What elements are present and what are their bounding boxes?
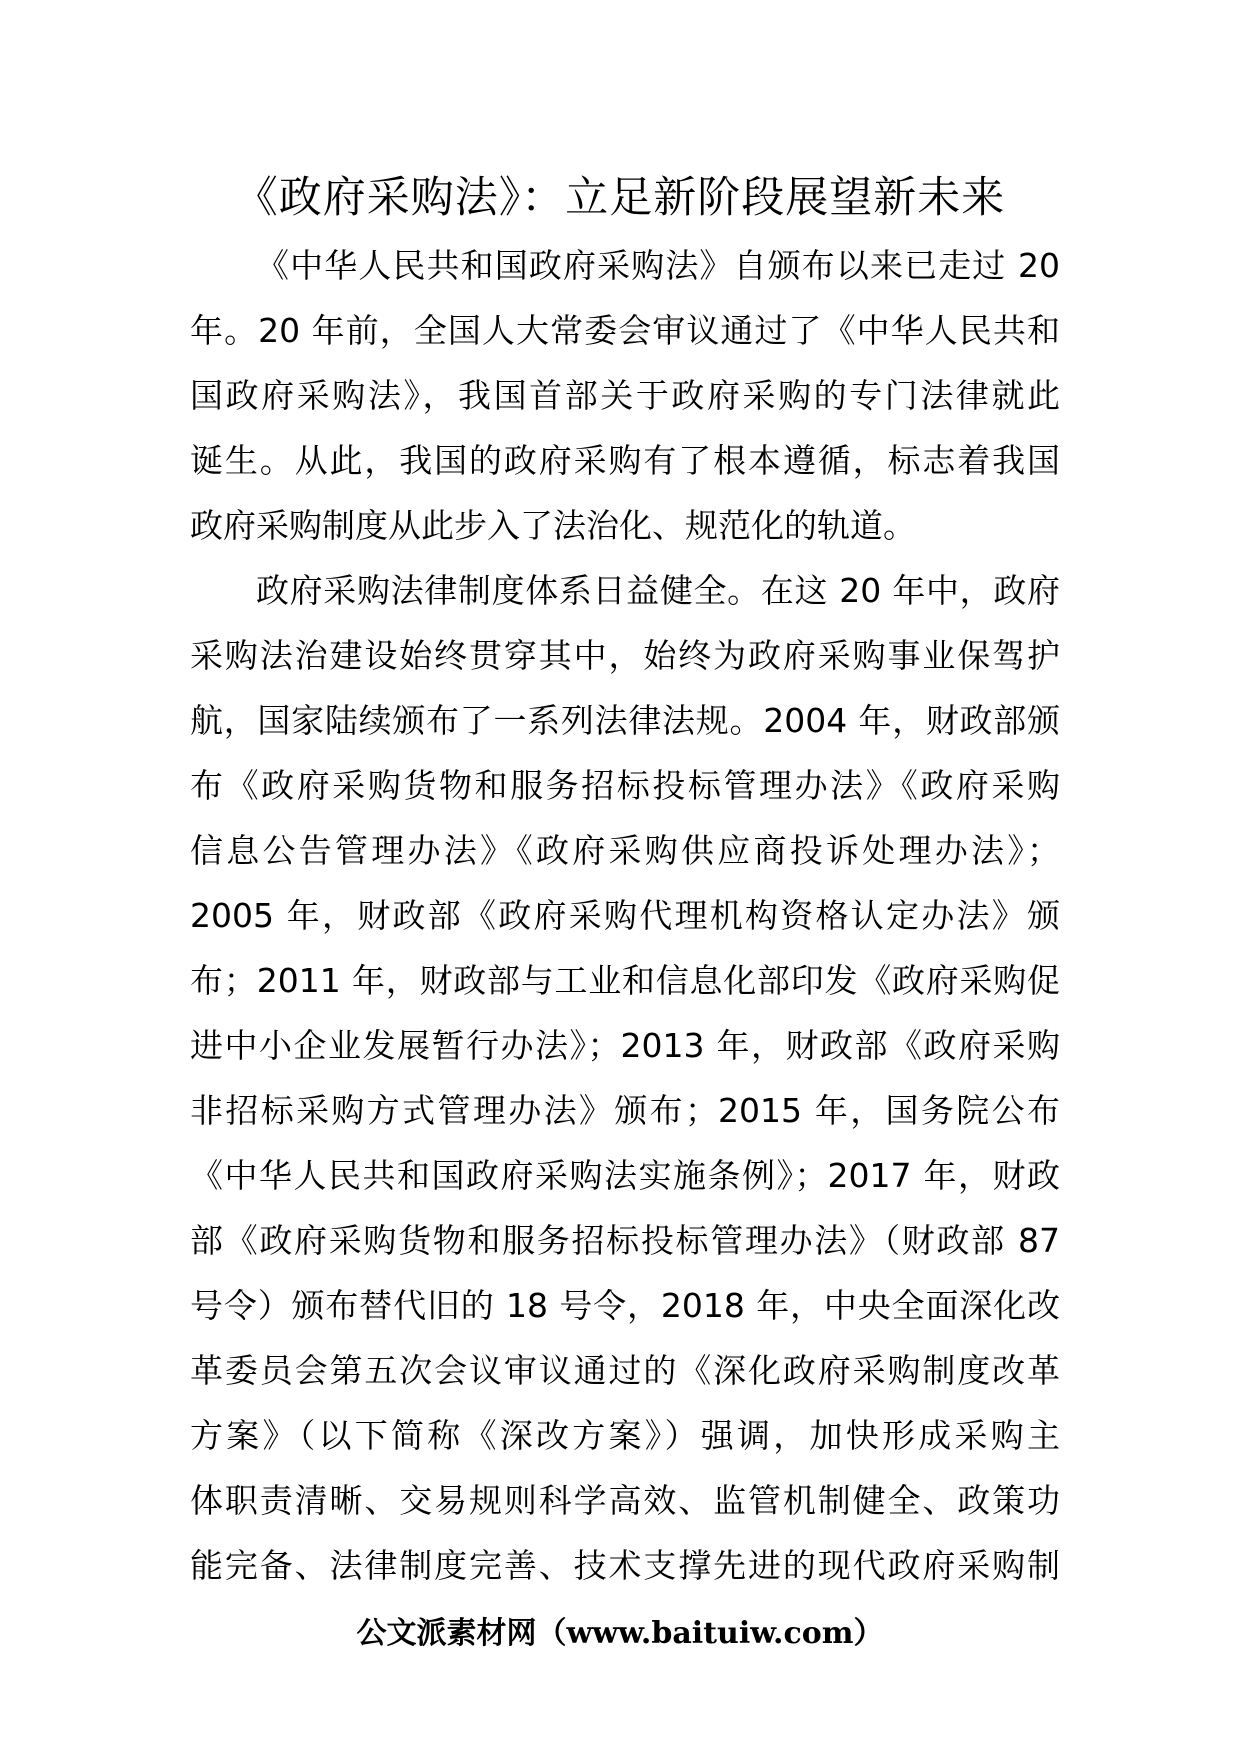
paragraph-line: 布；2011 年，财政部与工业和信息化部印发《政府采购促 [190, 961, 1060, 1000]
paragraph-line: 2005 年，财政部《政府采购代理机构资格认定办法》颁 [190, 896, 1060, 935]
paragraph-line: 部《政府采购货物和服务招标投标管理办法》（财政部 87 [190, 1221, 1060, 1260]
paragraph-line: 国政府采购法》，我国首部关于政府采购的专门法律就此 [190, 376, 1060, 415]
paragraph-line: 布《政府采购货物和服务招标投标管理办法》《政府采购 [190, 766, 1060, 805]
paragraph-line: 革委员会第五次会议审议通过的《深化政府采购制度改革 [190, 1351, 1060, 1390]
paragraph-1 [190, 233, 1060, 558]
paragraph-line: 信息公告管理办法》《政府采购供应商投诉处理办法》； [190, 831, 1060, 870]
paragraph-line: 航，国家陆续颁布了一系列法律法规。2004 年，财政部颁 [190, 701, 1060, 740]
paragraph-line: 《中华人民共和国政府采购法实施条例》；2017 年，财政 [190, 1156, 1060, 1195]
paragraph-line: 能完备、法律制度完善、技术支撑先进的现代政府采购制 [190, 1546, 1060, 1585]
document-title: 《政府采购法》：立足新阶段展望新未来 [234, 173, 1006, 223]
paragraph-line: 采购法治建设始终贯穿其中，始终为政府采购事业保驾护 [190, 636, 1060, 675]
document-body [190, 233, 1060, 1598]
paragraph-line: 政府采购法律制度体系日益健全。在这 20 年中，政府 [256, 571, 1060, 610]
footer-watermark: 公文派素材网（www.baituiw.com） [356, 1616, 884, 1651]
paragraph-line: 非招标采购方式管理办法》颁布；2015 年，国务院公布 [190, 1091, 1060, 1130]
paragraph-line: 年。20 年前，全国人大常委会审议通过了《中华人民共和 [190, 311, 1060, 350]
paragraph-line: 号令）颁布替代旧的 18 号令，2018 年，中央全面深化改 [190, 1286, 1060, 1325]
paragraph-line: 进中小企业发展暂行办法》；2013 年，财政部《政府采购 [190, 1026, 1060, 1065]
paragraph-line: 方案》（以下简称《深改方案》）强调，加快形成采购主 [190, 1416, 1060, 1455]
paragraph-2 [190, 558, 1060, 1598]
paragraph-line: 诞生。从此，我国的政府采购有了根本遵循，标志着我国 [190, 441, 1060, 480]
paragraph-line: 《中华人民共和国政府采购法》自颁布以来已走过 20 [256, 246, 1060, 285]
paragraph-line: 体职责清晰、交易规则科学高效、监管机制健全、政策功 [190, 1481, 1060, 1520]
paragraph-line: 政府采购制度从此步入了法治化、规范化的轨道。 [190, 506, 916, 545]
